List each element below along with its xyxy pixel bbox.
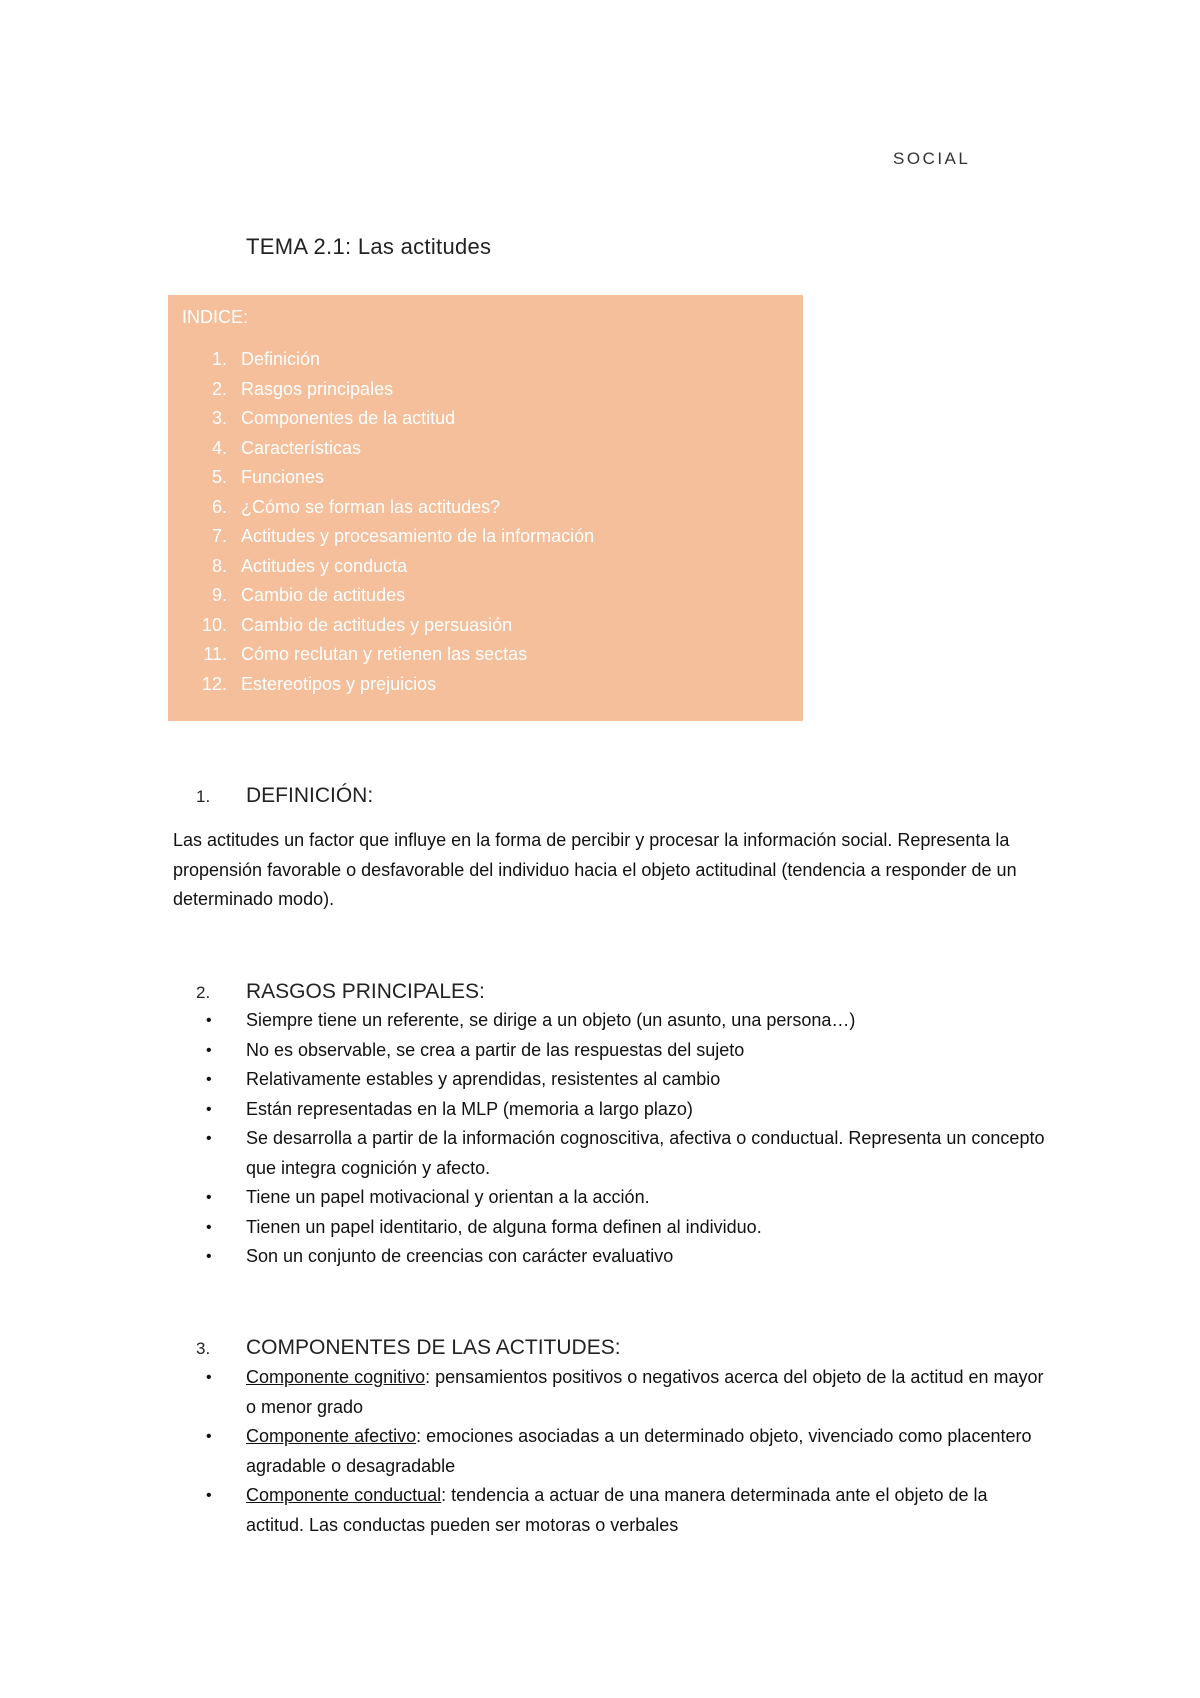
index-list (182, 349, 803, 703)
bullet-icon: • (206, 1428, 212, 1445)
index-number: 6. (211, 496, 227, 517)
index-label: Funciones (241, 467, 325, 487)
list-item-text: Están representadas en la MLP (memoria a largo plazo) (246, 1098, 693, 1119)
list-item-text (246, 1481, 1046, 1540)
component-description: : emociones asociadas a un determinado objeto, vivenciado como placentero agradable o desagradable (246, 1426, 1032, 1476)
index-label: Cómo reclutan y retienen las sectas (241, 644, 528, 664)
list-item (196, 1422, 1046, 1481)
index-number: 1. (211, 349, 227, 369)
section-title: DEFINICIÓN: (246, 784, 374, 807)
index-item (182, 467, 803, 497)
list-item-text (246, 1422, 1046, 1481)
page-title: TEMA 2.1: Las actitudes (246, 234, 492, 259)
index-label: Rasgos principales (241, 378, 394, 399)
list-item-text: Son un conjunto de creencias con carácter evaluativo (246, 1246, 674, 1266)
index-number: 9. (211, 585, 227, 605)
bullet-icon: • (206, 1248, 212, 1265)
list-item-text: No es observable, se crea a partir de las respuestas del sujeto (246, 1039, 745, 1060)
list-item-text: Siempre tiene un referente, se dirige a un objeto (un asunto, una persona…) (246, 1010, 856, 1030)
component-description: : pensamientos positivos o negativos acerca del objeto de la actitud en mayor o menor grado (246, 1367, 1044, 1417)
index-number: 11. (203, 644, 227, 664)
list-item (196, 1363, 1046, 1422)
index-item (182, 497, 803, 527)
index-label: Estereotipos y prejuicios (241, 673, 437, 694)
list-item (196, 1006, 1046, 1036)
bullet-icon: • (206, 1130, 212, 1147)
component-term: Componente conductual (246, 1485, 442, 1505)
list-item (196, 1124, 1046, 1183)
section-heading-componentes (196, 1336, 621, 1360)
section-title: RASGOS PRINCIPALES: (246, 980, 485, 1003)
index-item (182, 585, 803, 615)
index-number: 5. (211, 467, 227, 487)
bullet-icon: • (206, 1100, 212, 1118)
index-label: Componentes de la actitud (241, 408, 456, 428)
bullet-icon: • (206, 1012, 212, 1029)
index-box (168, 295, 803, 721)
list-item-text: Tienen un papel identitario, de alguna forma definen al individuo. (246, 1216, 762, 1237)
index-number: 10. (201, 614, 227, 635)
component-term: Componente cognitivo (246, 1367, 426, 1387)
list-item-text: Se desarrolla a partir de la información cognoscitiva, afectiva o conductual. Representa un concepto que integra cognición y afecto. (246, 1128, 1045, 1178)
list-item-text (246, 1363, 1046, 1422)
index-label: Cambio de actitudes y persuasión (241, 614, 513, 635)
index-label: Actitudes y conducta (241, 555, 408, 576)
list-item (196, 1213, 1046, 1243)
section-number: 2. (196, 983, 211, 1002)
bullet-icon: • (206, 1487, 212, 1504)
index-label: ¿Cómo se forman las actitudes? (241, 496, 501, 517)
definition-paragraph: Las actitudes un factor que influye en la forma de percibir y procesar la información social. Representa la propensión favorable o desfavorable del individuo hacia el objeto actitudinal (tendencia a responder de un determinado modo). (173, 830, 1017, 909)
bullet-icon: • (206, 1218, 212, 1236)
bullet-icon: • (206, 1041, 212, 1059)
list-item-text: Relativamente estables y aprendidas, resistentes al cambio (246, 1069, 721, 1089)
section-number: 1. (196, 787, 211, 806)
header-label: SOCIAL (893, 149, 971, 168)
index-number: 7. (211, 526, 227, 546)
index-item (182, 379, 803, 409)
index-item (182, 408, 803, 438)
list-item (196, 1481, 1046, 1540)
index-label: Cambio de actitudes (241, 585, 406, 605)
list-item-text: Tiene un papel motivacional y orientan a la acción. (246, 1187, 650, 1207)
index-item (182, 674, 803, 704)
component-term: Componente afectivo (246, 1426, 417, 1446)
componentes-list (196, 1363, 1046, 1540)
bullet-icon: • (206, 1369, 212, 1386)
section-heading-rasgos (196, 980, 485, 1004)
index-item (182, 615, 803, 645)
index-label: Actitudes y procesamiento de la información (241, 526, 595, 546)
component-description: : tendencia a actuar de una manera determinada ante el objeto de la actitud. Las conductas pueden ser motoras o verbales (246, 1485, 988, 1535)
index-number: 8. (211, 555, 227, 576)
index-item (182, 438, 803, 468)
index-item (182, 526, 803, 556)
section-title: COMPONENTES DE LAS ACTITUDES: (246, 1336, 621, 1359)
list-item (196, 1065, 1046, 1095)
list-item (196, 1095, 1046, 1125)
rasgos-list (196, 1006, 1046, 1272)
index-label: Características (241, 437, 362, 458)
index-number: 4. (211, 437, 227, 458)
section-heading-definicion (196, 784, 373, 808)
index-item (182, 556, 803, 586)
index-item (182, 644, 803, 674)
section-number: 3. (196, 1339, 211, 1358)
list-item (196, 1242, 1046, 1272)
index-number: 12. (201, 673, 227, 694)
bullet-icon: • (206, 1189, 212, 1206)
index-item (182, 349, 803, 379)
list-item (196, 1183, 1046, 1213)
index-number: 2. (211, 378, 227, 399)
bullet-icon: • (206, 1071, 212, 1088)
index-label: Definición (241, 349, 321, 369)
index-number: 3. (211, 408, 227, 428)
list-item (196, 1036, 1046, 1066)
index-title: INDICE: (182, 307, 249, 327)
